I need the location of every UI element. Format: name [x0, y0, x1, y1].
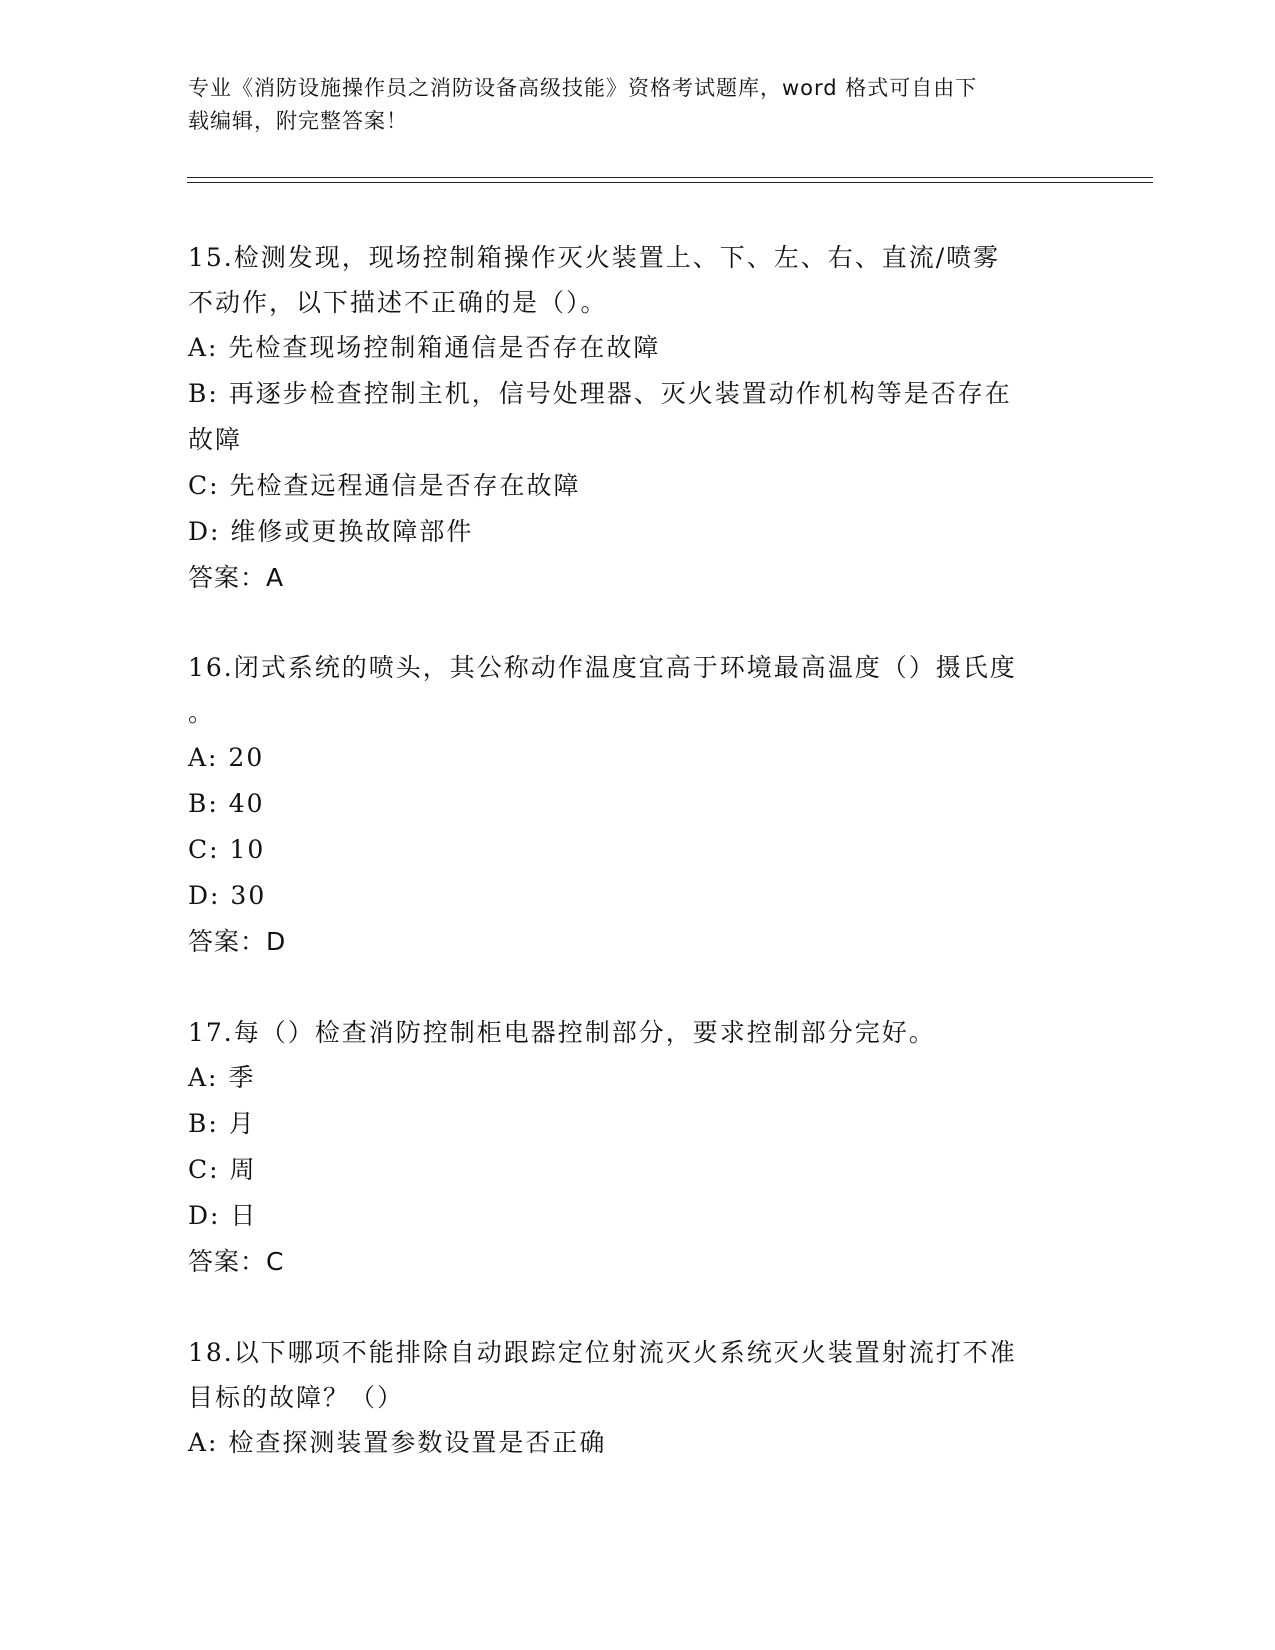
answer: 答案：C [188, 1247, 285, 1276]
question-18 [188, 1330, 1088, 1466]
option-c: C: 周 [188, 1155, 257, 1184]
option-b-continued: 故障 [188, 425, 243, 454]
option-d: D: 维修或更换故障部件 [188, 517, 474, 546]
question-stem-continued: 不动作，以下描述不正确的是（）。 [188, 288, 608, 317]
header-divider-bottom [187, 182, 1153, 183]
answer: 答案：A [188, 563, 285, 592]
question-stem-continued: 。 [188, 698, 216, 727]
question-stem: 15.检测发现，现场控制箱操作灭火装置上、下、左、右、直流/喷雾 [188, 243, 1001, 272]
option-c: C: 10 [188, 835, 266, 864]
option-a: A: 季 [188, 1063, 256, 1092]
question-16 [188, 645, 1088, 965]
option-b: B: 40 [188, 789, 265, 818]
question-stem: 18.以下哪项不能排除自动跟踪定位射流灭火系统灭火装置射流打不准 [188, 1338, 1017, 1367]
option-d: D: 日 [188, 1201, 258, 1230]
header-line-1: 专业《消防设施操作员之消防设备高级技能》资格考试题库，word 格式可自由下 [188, 76, 978, 100]
document-header [188, 72, 1068, 138]
option-a: A: 检查探测装置参数设置是否正确 [188, 1428, 607, 1457]
question-stem: 17.每（）检查消防控制柜电器控制部分，要求控制部分完好。 [188, 1018, 936, 1047]
question-15 [188, 235, 1088, 601]
question-17 [188, 1010, 1088, 1285]
option-b: B: 再逐步检查控制主机，信号处理器、灭火装置动作机构等是否存在 [188, 379, 1012, 408]
option-c: C: 先检查远程通信是否存在故障 [188, 471, 581, 500]
option-b: B: 月 [188, 1109, 256, 1138]
answer: 答案：D [188, 927, 287, 956]
header-line-2: 载编辑，附完整答案！ [188, 109, 408, 133]
option-a: A: 先检查现场控制箱通信是否存在故障 [188, 333, 661, 362]
question-stem-continued: 目标的故障？（） [188, 1383, 405, 1412]
question-stem: 16.闭式系统的喷头，其公称动作温度宜高于环境最高温度（）摄氏度 [188, 653, 1017, 682]
option-a: A: 20 [188, 743, 265, 772]
option-d: D: 30 [188, 881, 267, 910]
header-divider-top [187, 177, 1153, 178]
